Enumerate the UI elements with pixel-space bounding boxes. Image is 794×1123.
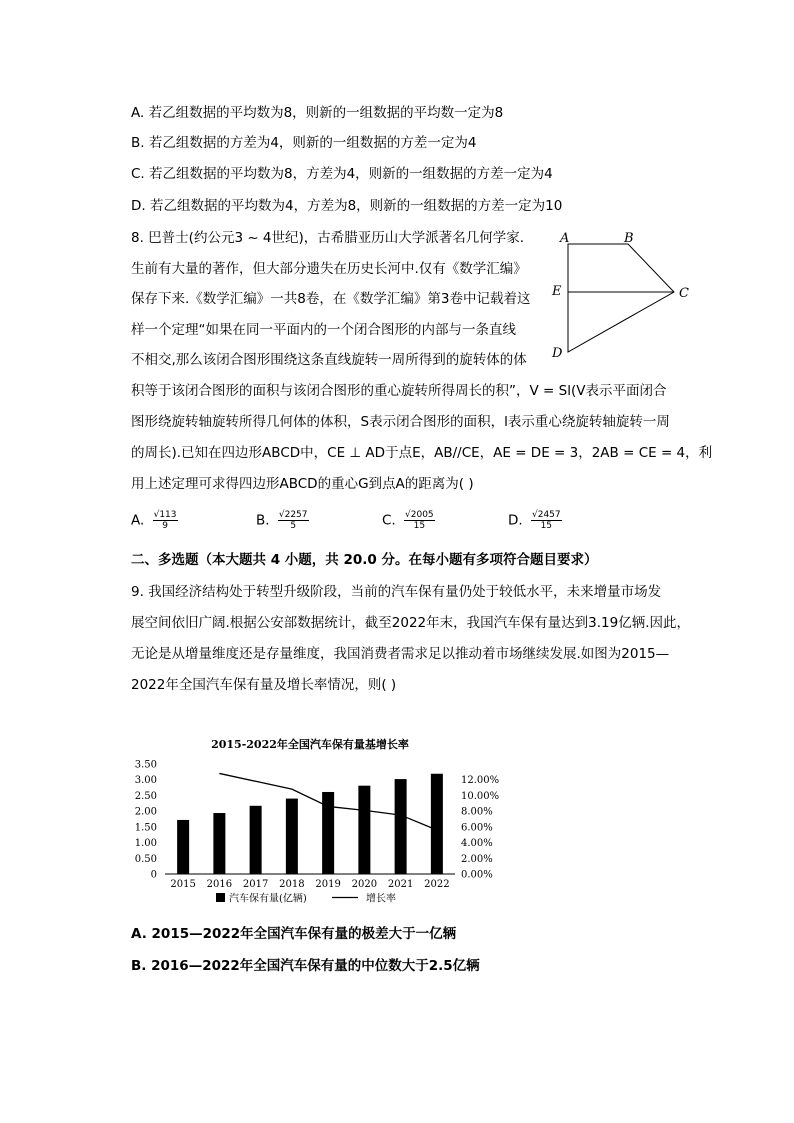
q9-option-a: A. 2015—2022年全国汽车保有量的极差大于一亿辆 xyxy=(131,926,457,942)
y-left-tick-label: 1.50 xyxy=(134,822,157,834)
q8-line-5: 不相交,那么该闭合图形围绕这条直线旋转一周所得到的旋转体的体 xyxy=(131,352,527,368)
x-tick-label: 2021 xyxy=(387,879,414,890)
x-tick-label: 2015 xyxy=(170,879,196,890)
quadrilateral-figure xyxy=(548,226,698,366)
label-c: C xyxy=(679,286,689,301)
q8-option-d xyxy=(508,510,562,531)
label-d: D xyxy=(552,346,563,361)
legend-bar-label: 汽车保有量(亿辆) xyxy=(229,893,307,905)
y-left-tick-label: 2.00 xyxy=(134,806,157,818)
q8-line-3: 保存下来.《数学汇编》一共8卷，在《数学汇编》第3卷中记载着这 xyxy=(131,291,531,307)
q7-option-d: D. 若乙组数据的平均数为4，方差为8，则新的一组数据的方差一定为10 xyxy=(131,198,563,214)
x-tick-label: 2020 xyxy=(351,879,378,890)
option-letter: A. xyxy=(131,512,145,529)
fraction xyxy=(153,510,178,531)
y-left-tick-label: 1.00 xyxy=(134,838,157,850)
y-right-tick-label: 4.00% xyxy=(461,838,493,850)
bar xyxy=(250,806,262,874)
q7-option-a: A. 若乙组数据的平均数为8，则新的一组数据的平均数一定为8 xyxy=(131,105,504,121)
q8-line-7: 图形绕旋转轴旋转所得几何体的体积，S表示闭合图形的面积，l表示重心绕旋转轴旋转一周 xyxy=(131,414,670,430)
y-right-tick-label: 0.00% xyxy=(461,869,493,881)
fraction xyxy=(404,510,435,531)
y-left-tick-label: 3.50 xyxy=(134,759,157,771)
bar xyxy=(213,813,225,874)
option-letter: B. xyxy=(256,512,270,529)
q7-option-c: C. 若乙组数据的平均数为8，方差为4，则新的一组数据的方差一定为4 xyxy=(131,166,553,182)
fraction-denominator: 15 xyxy=(413,521,426,531)
q8-line-6: 积等于该闭合图形的面积与该闭合图形的重心旋转所得周长的积”，V = Sl(V表示平面闭合 xyxy=(131,383,667,399)
q8-line-9: 用上述定理可求得四边形ABCD的重心G到点A的距离为( ) xyxy=(131,476,474,492)
fraction-numerator: √113 xyxy=(153,510,177,520)
q8-line-2: 生前有大量的著作，但大部分遗失在历史长河中.仅有《数学汇编》 xyxy=(131,261,527,277)
x-tick-label: 2022 xyxy=(424,879,450,890)
bar xyxy=(431,774,443,874)
fraction xyxy=(531,510,562,531)
label-b: B xyxy=(624,231,634,246)
q9-line-2: 展空间依旧广阔.根据公安部数据统计，截至2022年末，我国汽车保有量达到3.19亿辆.因此， xyxy=(131,615,690,631)
fraction-numerator: √2257 xyxy=(278,510,308,520)
fraction-numerator: √2457 xyxy=(531,510,561,520)
fraction xyxy=(278,510,309,531)
legend-bar-swatch xyxy=(216,893,225,902)
y-left-tick-label: 2.50 xyxy=(134,790,157,802)
bar xyxy=(358,786,370,874)
q8-option-b xyxy=(256,510,309,531)
y-right-tick-label: 10.00% xyxy=(461,790,500,802)
fraction-denominator: 15 xyxy=(540,521,553,531)
y-right-tick-label: 6.00% xyxy=(461,822,493,834)
vehicle-ownership-chart xyxy=(120,728,540,918)
y-left-tick-label: 0.50 xyxy=(134,853,157,865)
q8-line-1: 8. 巴普士(约公元3 ~ 4世纪)，古希腊亚历山大学派著名几何学家. xyxy=(131,230,525,246)
section-heading: 二、多选题（本大题共 4 小题，共 20.0 分。在每小题有多项符合题目要求） xyxy=(131,552,598,568)
y-left-tick-label: 3.00 xyxy=(134,775,157,787)
q8-line-8: 的周长).已知在四边形ABCD中，CE ⊥ AD于点E，AB//CE，AE = DE = 3，2AB = CE = 4，利 xyxy=(131,445,713,461)
x-tick-label: 2018 xyxy=(279,879,305,890)
q9-line-3: 无论是从增量维度还是存量维度，我国消费者需求足以推动着市场继续发展.如图为2015— xyxy=(131,646,670,662)
x-tick-label: 2017 xyxy=(242,879,269,890)
fraction-numerator: √2005 xyxy=(405,510,434,520)
legend-line-label: 增长率 xyxy=(366,893,396,905)
label-a: A xyxy=(560,231,570,246)
q8-option-a xyxy=(131,510,178,531)
bar xyxy=(286,799,298,874)
x-tick-label: 2016 xyxy=(206,879,233,890)
x-tick-label: 2019 xyxy=(315,879,341,890)
y-right-tick-label: 2.00% xyxy=(461,853,493,865)
quadrilateral-abcd xyxy=(568,244,674,352)
bar xyxy=(395,779,407,874)
q9-line-1: 9. 我国经济结构处于转型升级阶段，当前的汽车保有量仍处于较低水平，未来增量市场发 xyxy=(131,584,662,600)
y-left-tick-label: 0 xyxy=(150,869,157,881)
q8-option-c xyxy=(382,510,435,531)
y-right-tick-label: 8.00% xyxy=(461,806,493,818)
option-letter: D. xyxy=(508,512,523,529)
label-e: E xyxy=(552,284,562,299)
chart-title: 2015-2022年全国汽车保有量基增长率 xyxy=(211,738,409,751)
fraction-denominator: 9 xyxy=(162,521,168,531)
q9-line-4: 2022年全国汽车保有量及增长率情况，则( ) xyxy=(131,677,397,693)
q8-line-4: 样一个定理“如果在同一平面内的一个闭合图形的内部与一条直线 xyxy=(131,322,516,338)
q9-option-b: B. 2016—2022年全国汽车保有量的中位数大于2.5亿辆 xyxy=(131,958,480,974)
bar xyxy=(177,820,189,874)
fraction-denominator: 5 xyxy=(290,521,297,531)
y-right-tick-label: 12.00% xyxy=(461,775,500,787)
q7-option-b: B. 若乙组数据的方差为4，则新的一组数据的方差一定为4 xyxy=(131,135,477,151)
option-letter: C. xyxy=(382,512,396,529)
